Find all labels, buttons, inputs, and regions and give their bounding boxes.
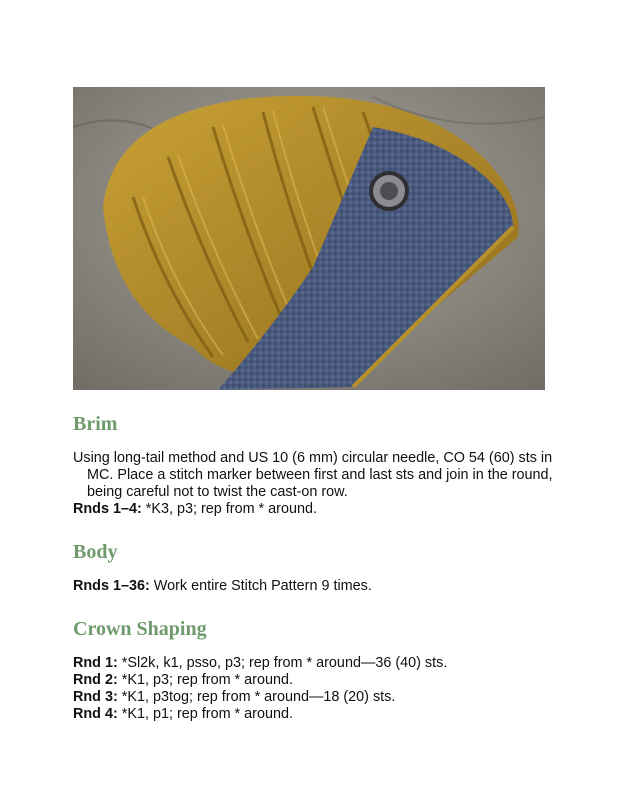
brim-rnds-1-4 xyxy=(73,501,317,518)
row-text: *K1, p3; rep from * around. xyxy=(117,672,293,688)
crown-rnd-2 xyxy=(73,672,293,689)
row-text: Work entire Stitch Pattern 9 times. xyxy=(149,578,372,594)
row-label: Rnds 1–4: xyxy=(73,501,142,517)
brim-heading: Brim xyxy=(73,413,118,435)
row-label: Rnd 3: xyxy=(73,689,118,705)
row-text: *Sl2k, k1, psso, p3; rep from * around—36 (40) sts. xyxy=(117,655,448,671)
crown-shaping-heading: Crown Shaping xyxy=(73,618,207,640)
row-text: *K3, p3; rep from * around. xyxy=(141,501,317,517)
row-label: Rnd 4: xyxy=(73,706,118,722)
crown-rnd-3 xyxy=(73,689,395,706)
body-rnds-1-36 xyxy=(73,578,372,595)
hat-photo xyxy=(73,87,545,390)
crown-rnd-4 xyxy=(73,706,293,723)
row-label: Rnd 1: xyxy=(73,655,118,671)
row-label: Rnds 1–36: xyxy=(73,578,150,594)
body-heading: Body xyxy=(73,541,118,563)
row-label: Rnd 2: xyxy=(73,672,118,688)
brim-intro: Using long-tail method and US 10 (6 mm) circular needle, CO 54 (60) sts in MC. Place a stitch marker between first and last sts and join in the round, being careful not to twist the cast-on row. xyxy=(73,450,553,500)
crown-rnd-1 xyxy=(73,655,447,672)
hat-illustration xyxy=(73,87,545,390)
row-text: *K1, p1; rep from * around. xyxy=(117,706,293,722)
row-text: *K1, p3tog; rep from * around—18 (20) sts. xyxy=(117,689,396,705)
